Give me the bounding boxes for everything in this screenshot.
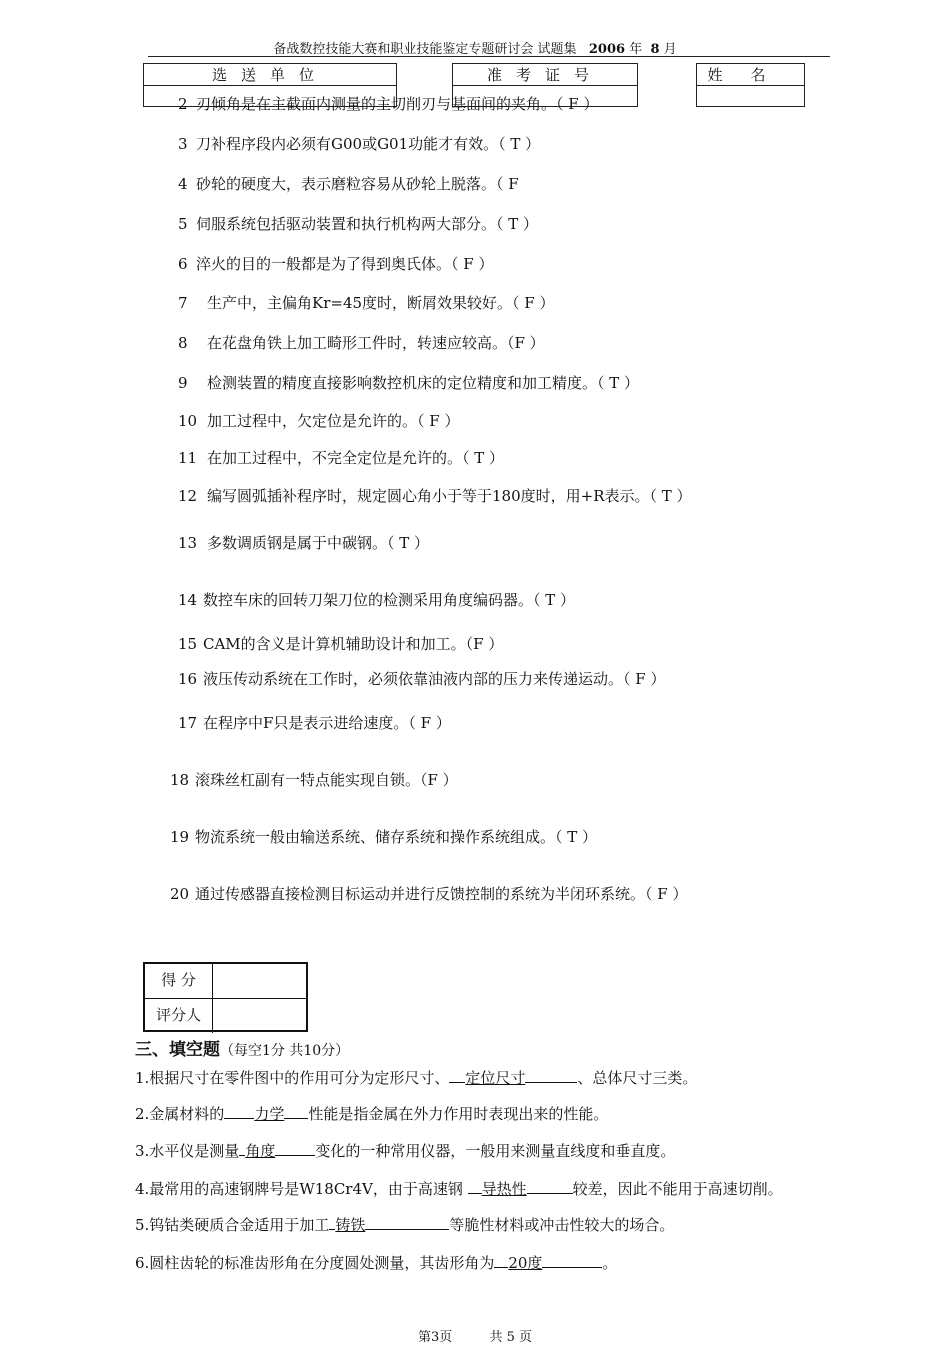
question-item: 6 淬火的目的一般都是为了得到奥氏体。（ F ）	[178, 255, 494, 273]
header-year-unit: 年	[629, 42, 643, 57]
question-item: 12 编写圆弧插补程序时，规定圆心角小于等于180度时，用+R表示。（ T ）	[178, 487, 692, 505]
section-heading	[135, 1035, 349, 1060]
question-item: 7 生产中，主偏角Kr=45度时，断屑效果较好。（ F ）	[178, 294, 555, 312]
header-year: 2006	[588, 42, 626, 57]
question-item: 14 数控车床的回转刀架刀位的检测采用角度编码器。（ T ）	[178, 591, 576, 609]
question-item: 18 滚珠丝杠副有一特点能实现自锁。（F ）	[170, 771, 458, 789]
fill-answer: 定位尺寸	[465, 1069, 526, 1087]
fill-item: 1.根据尺寸在零件图中的作用可分为定形尺寸、 定位尺寸 、总体尺寸三类。	[135, 1069, 698, 1087]
score-label: 得 分	[145, 964, 213, 998]
question-item: 15 CAM的含义是计算机辅助设计和加工。（F ）	[178, 635, 504, 653]
unit-label: 选送单位	[143, 63, 397, 86]
question-item: 17 在程序中F只是表示进给速度。（ F ）	[178, 714, 451, 732]
question-item: 19 物流系统一般由输送系统、储存系统和操作系统组成。（ T ）	[170, 828, 598, 846]
name-label: 姓名	[696, 63, 805, 86]
section-subtitle: （每空1分 共10分）	[220, 1043, 350, 1059]
fill-answer: 角度	[245, 1142, 276, 1160]
fill-item: 5.钨钴类硬质合金适用于加工 铸铁 等脆性材料或冲击性较大的场合。	[135, 1216, 675, 1234]
section-title: 三、填空题	[135, 1040, 220, 1060]
name-input[interactable]	[696, 85, 805, 107]
header-month-unit: 月	[663, 42, 677, 57]
fill-item: 2.金属材料的 力学 性能是指金属在外力作用时表现出来的性能。	[135, 1105, 609, 1123]
question-item: 8 在花盘角铁上加工畸形工件时，转速应较高。（F ）	[178, 334, 545, 352]
score-box	[143, 962, 308, 1032]
question-item: 20 通过传感器直接检测目标运动并进行反馈控制的系统为半闭环系统。（ F ）	[170, 885, 688, 903]
question-item: 2 刃倾角是在主截面内测量的主切削刃与基面间的夹角。（ F ）	[178, 95, 599, 113]
question-item: 11 在加工过程中，不完全定位是允许的。（ T ）	[178, 449, 505, 467]
grader-label: 评分人	[145, 999, 213, 1033]
exam-number-label: 准考证号	[452, 63, 638, 86]
fill-item: 4.最常用的高速钢牌号是W18Cr4V，由于高速钢 导热性 较差，因此不能用于高速切削。	[135, 1180, 783, 1198]
score-row	[145, 964, 306, 998]
fill-answer: 铸铁	[335, 1216, 366, 1234]
page-total: 共 5 页	[489, 1330, 533, 1345]
grader-row	[145, 998, 306, 1033]
question-item: 4 砂轮的硬度大，表示磨粒容易从砂轮上脱落。（ F	[178, 175, 519, 193]
fill-item: 6.圆柱齿轮的标准齿形角在分度圆处测量，其齿形角为 20度 。	[135, 1254, 618, 1272]
fill-item: 3.水平仪是测量 角度 变化的一种常用仪器，一般用来测量直线度和垂直度。	[135, 1142, 676, 1160]
page-number: 第3页	[417, 1330, 453, 1345]
question-item: 10 加工过程中，欠定位是允许的。（ F ）	[178, 412, 460, 430]
question-item: 13 多数调质钢是属于中碳钢。（ T ）	[178, 534, 430, 552]
question-item: 9 检测装置的精度直接影响数控机床的定位精度和加工精度。（ T ）	[178, 374, 640, 392]
page-header	[0, 38, 950, 57]
header-title: 备战数控技能大赛和职业技能鉴定专题研讨会 试题集	[273, 42, 577, 57]
fill-answer: 导热性	[481, 1180, 527, 1198]
fill-answer: 20度	[508, 1254, 543, 1272]
header-rule	[148, 56, 830, 57]
page-footer	[0, 1326, 950, 1345]
question-item: 5 伺服系统包括驱动装置和执行机构两大部分。（ T ）	[178, 215, 539, 233]
fill-answer: 力学	[254, 1105, 285, 1123]
question-item: 16 液压传动系统在工作时，必须依靠油液内部的压力来传递运动。（ F ）	[178, 670, 666, 688]
header-month: 8	[650, 42, 660, 57]
question-item: 3 刀补程序段内必须有G00或G01功能才有效。（ T ）	[178, 135, 541, 153]
